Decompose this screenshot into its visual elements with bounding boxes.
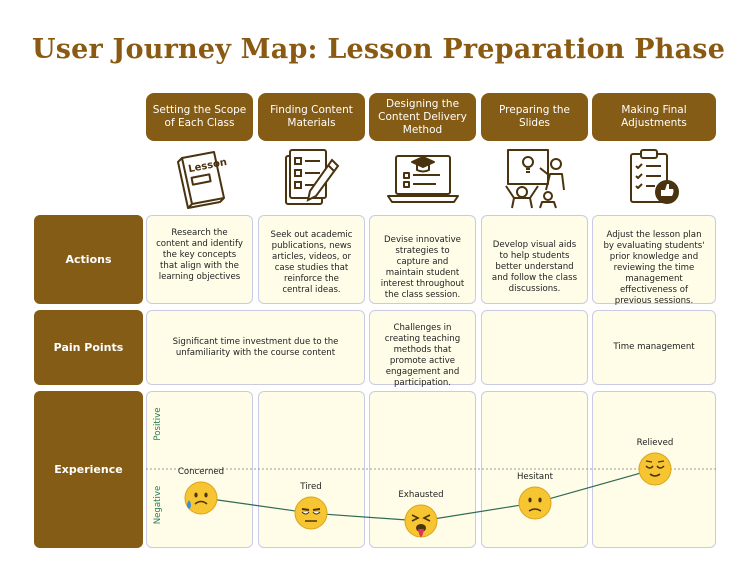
row-label-experience: Experience bbox=[34, 391, 143, 548]
phase-header-final: Making Final Adjustments bbox=[592, 93, 716, 141]
page-title: User Journey Map: Lesson Preparation Phase bbox=[32, 34, 726, 65]
exhausted-face-icon bbox=[403, 503, 439, 539]
pain-cell-final: Time management bbox=[592, 310, 716, 385]
emotion-label: Exhausted bbox=[398, 490, 444, 500]
emotion-label: Hesitant bbox=[516, 471, 554, 482]
emotion-label: Concerned bbox=[177, 466, 225, 477]
relieved-face-icon bbox=[637, 451, 673, 487]
svg-text:Lesson: Lesson bbox=[186, 156, 228, 176]
hesitant-face-icon bbox=[517, 485, 553, 521]
row-label-pain-points: Pain Points bbox=[34, 310, 143, 385]
action-cell-slides: Develop visual aids to help students better understand and follow the class discussions. bbox=[481, 215, 588, 304]
phase-header-slides: Preparing the Slides bbox=[481, 93, 588, 141]
phase-header-delivery: Designing the Content Delivery Method bbox=[369, 93, 476, 141]
worried-sweat-face-icon bbox=[183, 480, 219, 516]
axis-label-negative: Negative bbox=[153, 485, 163, 525]
action-cell-delivery: Devise innovative strategies to capture and maintain student interest throughout the class session. bbox=[369, 215, 476, 304]
pain-cell-merged: Significant time investment due to the unfamiliarity with the course content bbox=[146, 310, 365, 385]
action-cell-content: Seek out academic publications, news articles, videos, or case studies that reinforce the central ideas. bbox=[258, 215, 365, 304]
emotion-label: Relieved bbox=[636, 438, 674, 448]
tired-face-icon bbox=[293, 495, 329, 531]
action-cell-final: Adjust the lesson plan by evaluating students' prior knowledge and reviewing the time management effectiveness of previous sessions. bbox=[592, 215, 716, 304]
phase-header-scope: Setting the Scope of Each Class bbox=[146, 93, 253, 141]
emotion-label: Tired bbox=[300, 482, 322, 493]
pain-cell-delivery: Challenges in creating teaching methods that promote active engagement and participation. bbox=[369, 310, 476, 385]
phase-header-content: Finding Content Materials bbox=[258, 93, 365, 141]
axis-label-positive: Positive bbox=[153, 407, 163, 441]
row-label-actions: Actions bbox=[34, 215, 143, 304]
action-cell-scope: Research the content and identify the key concepts that align with the learning objectives bbox=[146, 215, 253, 304]
